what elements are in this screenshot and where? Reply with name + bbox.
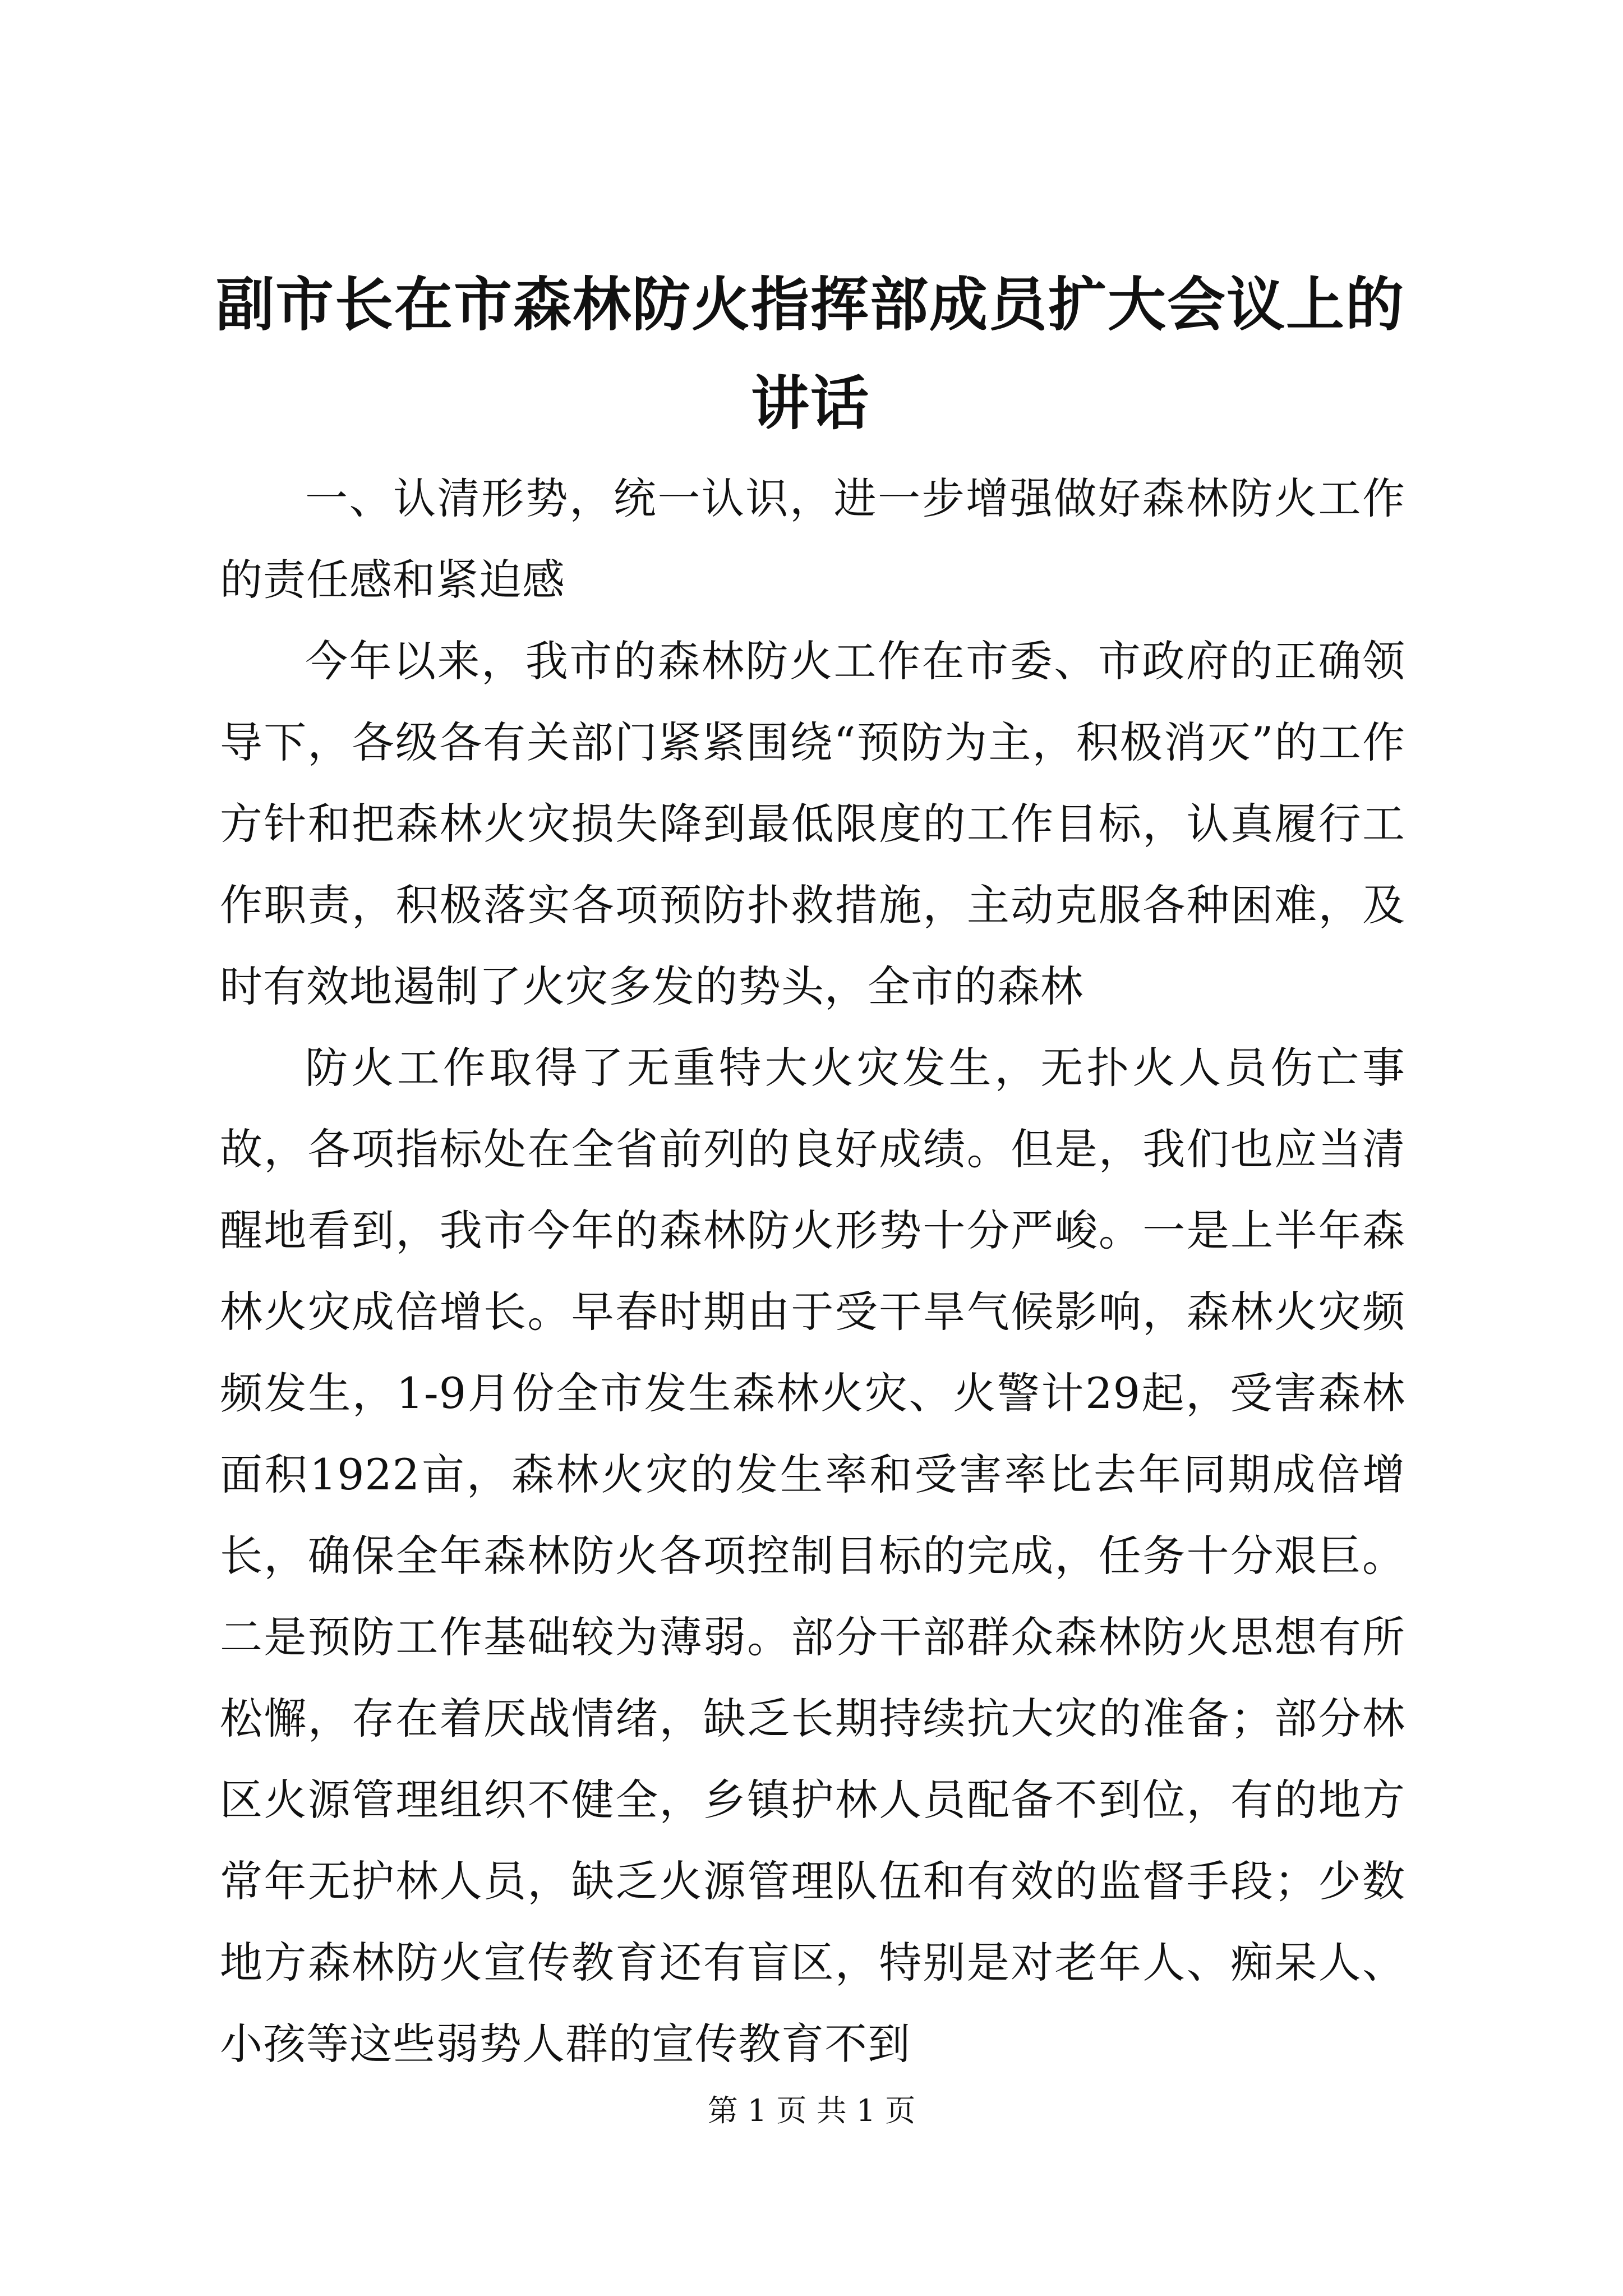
paragraph-section-heading: 一、认清形势，统一认识，进一步增强做好森林防火工作的责任感和紧迫感 [220, 473, 1405, 605]
page-footer: 第 1 页 共 1 页 [707, 2093, 916, 2128]
paragraph-intro: 今年以来，我市的森林防火工作在市委、市政府的正确领导下，各级各有关部门紧紧围绕“预防为主，积极消灭”的工作方针和把森林火灾损失降到最低限度的工作目标，认真履行工作职责，积极落实各项预防扑救措施，主动克服各种困难，及时有效地遏制了火灾多发的势头，全市的森林 [220, 636, 1405, 1011]
document-title: 副市长在市森林防火指挥部成员扩大会议上的讲话 [215, 270, 1405, 438]
document-body [220, 458, 1405, 2085]
paragraph-situation: 防火工作取得了无重特大火灾发生，无扑火人员伤亡事故，各项指标处在全省前列的良好成绩。但是，我们也应当清醒地看到，我市今年的森林防火形势十分严峻。一是上半年森林火灾成倍增长。早春时期由于受干旱气候影响，森林火灾频频发生，1-9月份全市发生森林火灾、火警计29起，受害森林面积1922亩，森林火灾的发生率和受害率比去年同期成倍增长，确保全年森林防火各项控制目标的完成，任务十分艰巨。二是预防工作基础较为薄弱。部分干部群众森林防火思想有所松懈，存在着厌战情绪，缺乏长期持续抗大灾的准备；部分林区火源管理组织不健全，乡镇护林人员配备不到位，有的地方常年无护林人员，缺乏火源管理队伍和有效的监督手段；少数地方森林防火宣传教育还有盲区，特别是对老年人、痴呆人、小孩等这些弱势人群的宣传教育不到 [220, 1043, 1405, 2069]
